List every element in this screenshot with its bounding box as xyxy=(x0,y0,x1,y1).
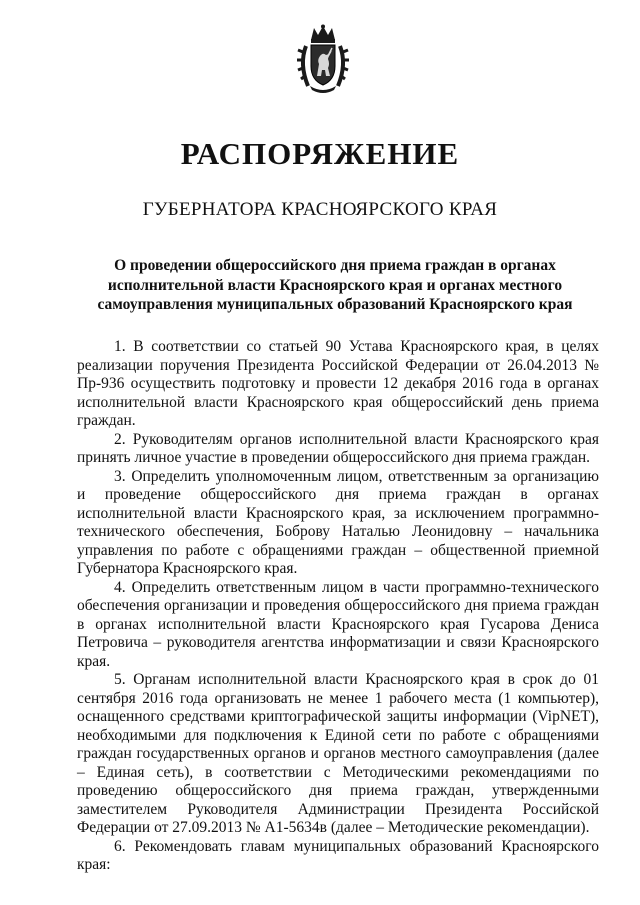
document-body xyxy=(77,338,599,875)
paragraph-3: 3. Определить уполномоченным лицом, ответственным за организацию и проведение общероссийского дня приема граждан в органах исполнительной власти Красноярского края, за исключением программно-технического обеспечения, Боброву Наталью Леонидовну – начальника управления по работе с обращениями граждан – общественной приемной Губернатора Красноярского края. xyxy=(77,467,599,577)
paragraph-5: 5. Органам исполнительной власти Красноярского края в срок до 01 сентября 2016 года организовать не менее 1 рабочего места (1 компьютер), оснащенного средствами криптографической защиты информации (VipNET), необходимыми для подключения к Единой сети по работе с обращениями граждан государственных органов и органов местного самоуправления (далее – Единая сеть), в соответствии с Методическими рекомендациями по проведению общероссийского дня приема граждан, утвержденными заместителем Руководителя Администрации Президента Российской Федерации от 27.09.2013 № А1-5634в (далее – Методические рекомендации). xyxy=(77,671,599,836)
subject-line: самоуправления муниципальных образований Красноярского края xyxy=(97,296,573,313)
krasnoyarsk-coat-of-arms-icon xyxy=(296,24,350,94)
subject-line: исполнительной власти Красноярского края и органах местного xyxy=(107,276,563,294)
document-subject xyxy=(90,256,580,315)
paragraph-6: 6. Рекомендовать главам муниципальных образований Красноярского края: xyxy=(77,837,599,873)
document-type-heading: РАСПОРЯЖЕНИЕ xyxy=(180,136,460,171)
issuer-heading: ГУБЕРНАТОРА КРАСНОЯРСКОГО КРАЯ xyxy=(142,199,498,220)
paragraph-4: 4. Определить ответственным лицом в части программно-технического обеспечения организации и проведения общероссийского дня приема граждан в органах исполнительной власти Красноярского края Гусарова Дениса Петровича – руководителя агентства информатизации и связи Красноярского края. xyxy=(77,578,599,670)
subject-line: О проведении общероссийского дня приема граждан в органах xyxy=(114,257,556,274)
paragraph-1: 1. В соответствии со статьей 90 Устава Красноярского края, в целях реализации поручения Президента Российской Федерации от 26.04.2013 № Пр-936 осуществить подготовку и провести 12 декабря 2016 года в органах исполнительной власти Красноярского края общероссийский день приема граждан. xyxy=(77,338,599,429)
paragraph-2: 2. Руководителям органов исполнительной власти Красноярского края принять личное участие в проведении общероссийского дня приема граждан. xyxy=(77,430,599,466)
